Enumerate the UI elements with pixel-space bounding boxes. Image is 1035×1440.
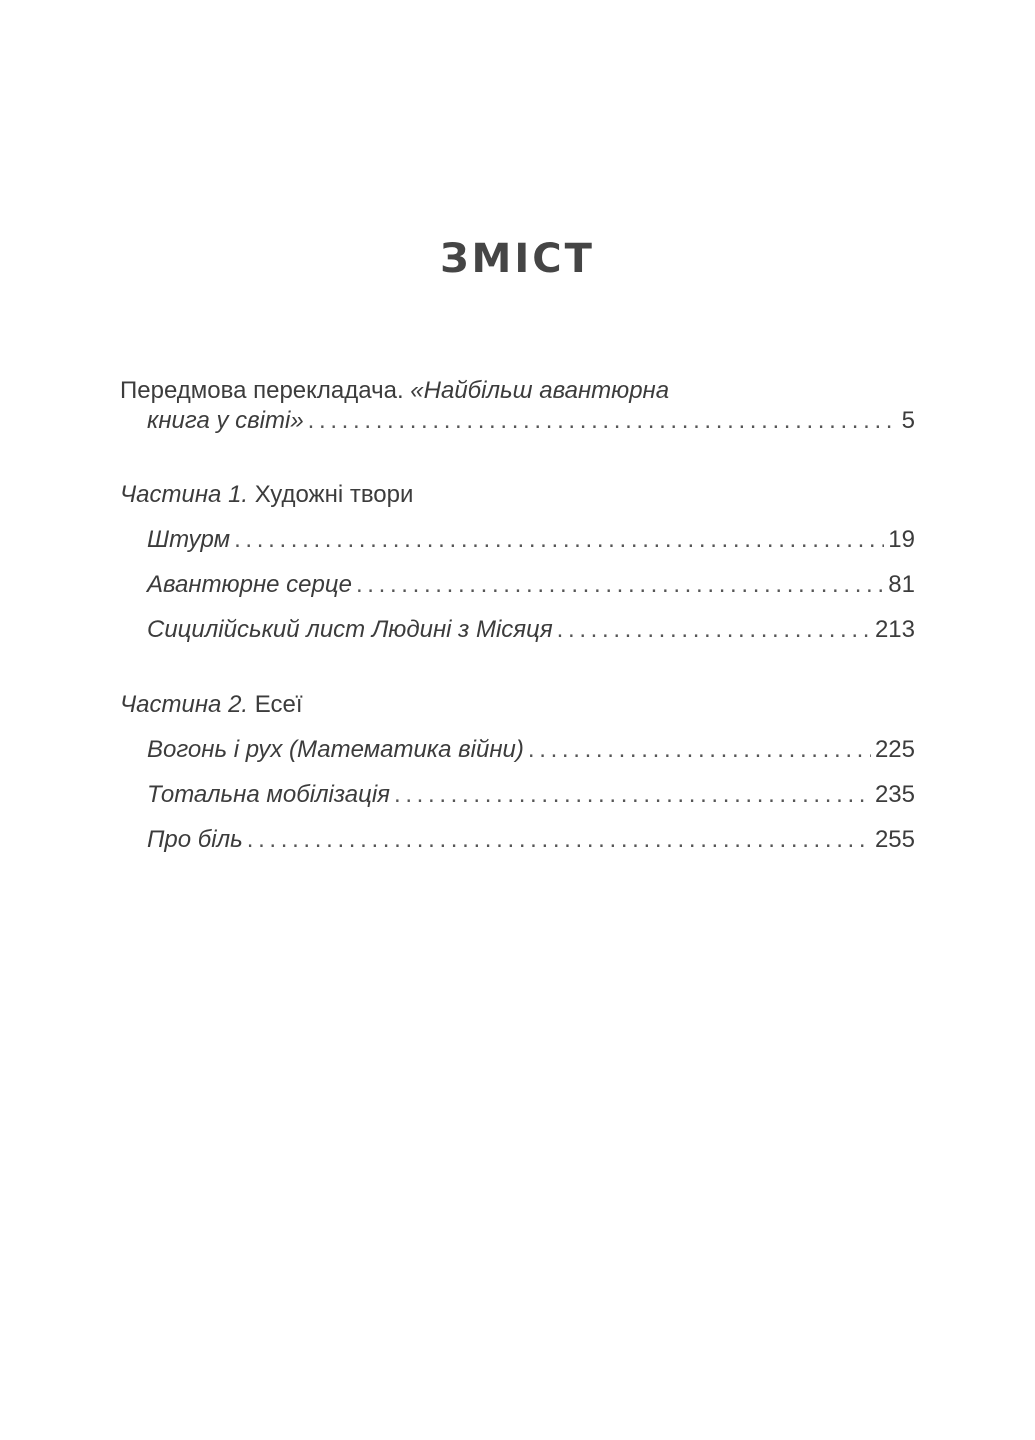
page-title: ЗМІСТ: [440, 236, 595, 282]
page-number: 213: [874, 616, 915, 643]
toc-entry: [147, 735, 915, 765]
page-number: 225: [874, 736, 915, 763]
toc-preface-line2: [147, 406, 915, 436]
toc-entry: [147, 615, 915, 645]
dot-leader: [528, 735, 871, 765]
preface-label: Передмова перекладача.: [120, 377, 411, 404]
dot-leader: [394, 780, 871, 810]
dot-leader: [557, 615, 871, 645]
part-prefix: Частина 2.: [120, 691, 249, 718]
entry-title: Сицилійський лист Людині з Місяця: [147, 616, 553, 643]
toc-entry: [147, 525, 915, 555]
page-number: 81: [888, 571, 915, 598]
entry-title: Авантюрне серце: [147, 571, 352, 598]
toc-preface-line1: [120, 376, 915, 406]
entry-title: Тотальна мобілізація: [147, 781, 390, 808]
page-number: 235: [874, 781, 915, 808]
page-number: 255: [874, 826, 915, 853]
toc-entry: [147, 825, 915, 855]
toc-entry: [147, 780, 915, 810]
part-name: Художні твори: [248, 481, 414, 508]
preface-title-cont: книга у світі»: [147, 407, 304, 434]
page-number: 5: [901, 407, 915, 434]
dot-leader: [308, 406, 898, 436]
entry-title: Вогонь і рух (Математика війни): [147, 736, 524, 763]
part-name: Есеї: [248, 691, 303, 718]
page-number: 19: [888, 526, 915, 553]
part-heading: [120, 480, 915, 510]
part-heading: [120, 690, 915, 720]
dot-leader: [356, 570, 884, 600]
entry-title: Штурм: [147, 526, 231, 553]
entry-title: Про біль: [147, 826, 243, 853]
dot-leader: [247, 825, 871, 855]
part-prefix: Частина 1.: [120, 481, 249, 508]
toc-entry: [147, 570, 915, 600]
preface-title: «Найбільш авантюрна: [410, 377, 670, 404]
dot-leader: [234, 525, 884, 555]
